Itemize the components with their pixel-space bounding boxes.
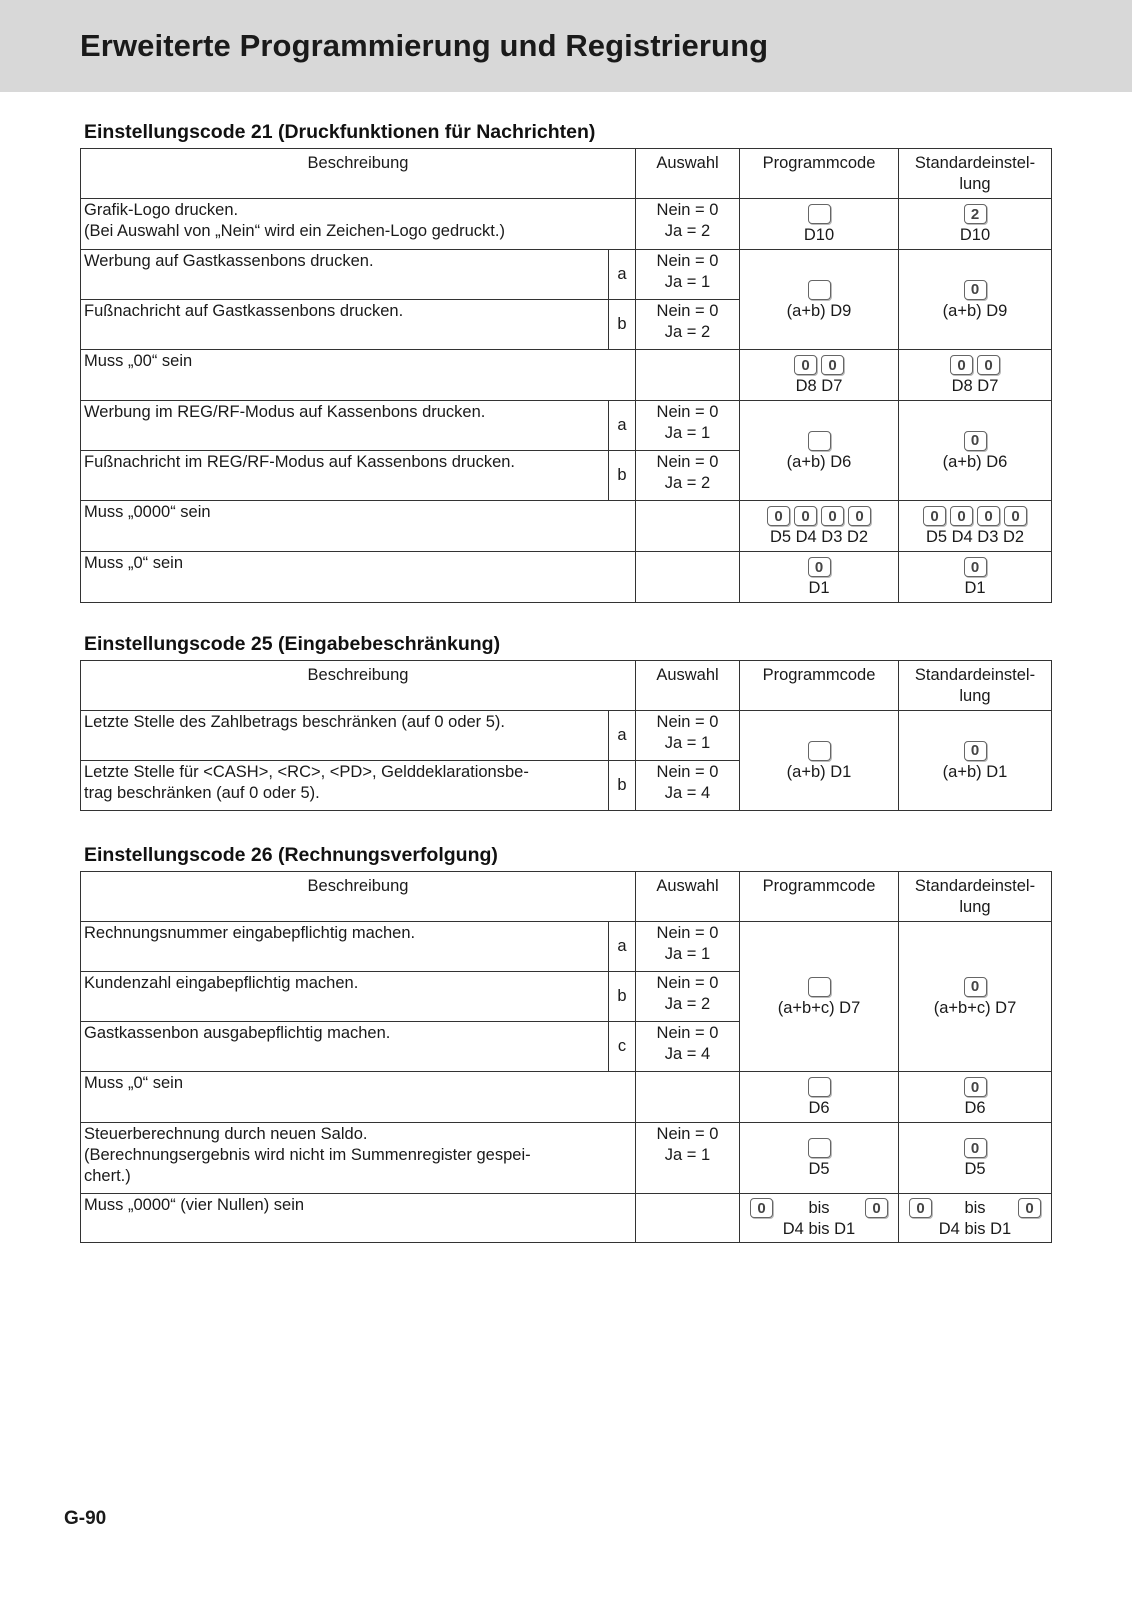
section-code-25 [80,632,1051,811]
digit-key: 0 [964,1077,987,1097]
section-code-26 [80,843,1051,1243]
digit-key: 0 [750,1198,773,1218]
table-row [81,250,1052,300]
digit-key: 0 [950,506,973,526]
digit-label: D5 [964,1160,986,1178]
default-cell [899,199,1052,250]
default-cell [899,501,1052,552]
empty-key-box [808,204,831,224]
row-selection: Nein = 0 Ja = 1 [636,711,740,761]
table-row [81,922,1052,972]
digit-key: 0 [848,506,871,526]
digit-key: 0 [964,280,987,300]
header-band [0,0,1132,92]
digit-label: D1 [964,579,986,597]
digit-label: (a+b) D6 [786,452,852,471]
digit-key: 0 [808,557,831,577]
digit-label: D8 D7 [795,377,843,395]
digit-key: 0 [964,431,987,451]
section-title: Einstellungscode 26 (Rechnungsverfolgung) [84,844,498,866]
option-letter: b [609,972,636,1022]
digit-key: 0 [964,1138,987,1158]
row-selection-empty [636,501,740,552]
digit-label: D1 [808,579,830,597]
empty-key-box [808,280,831,300]
empty-key-box [808,1077,831,1097]
digit-label: D10 [959,226,991,244]
option-letter: b [609,451,636,501]
digit-key: 2 [964,204,987,224]
header-standard: Standardeinstel- lung [899,872,1052,922]
digit-key: 0 [964,741,987,761]
digit-key: 0 [909,1198,932,1218]
settings-table [80,871,1052,1243]
row-selection: Nein = 0 Ja = 2 [636,199,740,250]
row-selection-empty [636,552,740,603]
row-description: Fußnachricht im REG/RF-Modus auf Kassenbons drucken. [81,451,609,501]
digit-key: 0 [865,1198,888,1218]
digit-key: 0 [794,506,817,526]
row-selection: Nein = 0 Ja = 2 [636,300,740,350]
digit-key: 0 [950,355,973,375]
header-programmcode: Programmcode [740,661,899,711]
table-row [81,350,1052,401]
table-row [81,501,1052,552]
digit-label: D6 [964,1099,986,1117]
row-description: Muss „00“ sein [81,350,636,401]
row-selection: Nein = 0 Ja = 1 [636,250,740,300]
default-cell [899,401,1052,501]
row-selection: Nein = 0 Ja = 1 [636,1123,740,1194]
row-selection: Nein = 0 Ja = 1 [636,922,740,972]
row-description: Muss „0000“ (vier Nullen) sein [81,1194,636,1243]
row-selection: Nein = 0 Ja = 4 [636,761,740,811]
option-letter: a [609,922,636,972]
default-cell [899,711,1052,811]
default-cell [899,922,1052,1072]
empty-key-box [808,1138,831,1158]
digit-key: 0 [1004,506,1027,526]
row-description: Werbung auf Gastkassenbons drucken. [81,250,609,300]
row-selection: Nein = 0 Ja = 1 [636,401,740,451]
header-auswahl: Auswahl [636,872,740,922]
digit-label: (a+b+c) D7 [777,998,861,1017]
default-cell [899,1072,1052,1123]
digit-label: (a+b) D9 [942,301,1008,320]
row-selection: Nein = 0 Ja = 4 [636,1022,740,1072]
range-word: bis [808,1198,830,1217]
row-description: Letzte Stelle für <CASH>, <RC>, <PD>, Gelddeklarationsbe- trag beschränken (auf 0 oder 5). [81,761,609,811]
row-description: Fußnachricht auf Gastkassenbons drucken. [81,300,609,350]
table-header-row [81,661,1052,711]
default-cell [899,552,1052,603]
digit-key: 0 [794,355,817,375]
page-number: G-90 [64,1508,107,1529]
digit-label: D5 D4 D3 D2 [925,528,1025,546]
option-letter: c [609,1022,636,1072]
header-programmcode: Programmcode [740,872,899,922]
digit-key: 0 [964,557,987,577]
table-header-row [81,149,1052,199]
header-auswahl: Auswahl [636,149,740,199]
empty-key-box [808,741,831,761]
table-row [81,199,1052,250]
digit-label: D4 bis D1 [782,1220,856,1238]
digit-key: 0 [964,977,987,997]
digit-label: D8 D7 [951,377,999,395]
table-row [81,401,1052,451]
digit-key: 0 [977,355,1000,375]
row-selection-empty [636,1072,740,1123]
header-auswahl: Auswahl [636,661,740,711]
header-beschreibung: Beschreibung [81,149,636,199]
row-description: Steuerberechnung durch neuen Saldo. (Berechnungsergebnis wird nicht im Summenregister gespei- chert.) [81,1123,636,1194]
digit-key: 0 [821,506,844,526]
row-description: Rechnungsnummer eingabepflichtig machen. [81,922,609,972]
empty-key-box [808,977,831,997]
range-word: bis [964,1198,986,1217]
program-code-cell [740,199,899,250]
option-letter: b [609,761,636,811]
header-standard: Standardeinstel- lung [899,149,1052,199]
row-description: Kundenzahl eingabepflichtig machen. [81,972,609,1022]
digit-key: 0 [923,506,946,526]
digit-key: 0 [767,506,790,526]
program-code-cell [740,922,899,1072]
default-cell [899,250,1052,350]
section-code-21 [80,120,1051,603]
digit-key: 0 [1018,1198,1041,1218]
row-selection-empty [636,350,740,401]
header-programmcode: Programmcode [740,149,899,199]
option-letter: a [609,711,636,761]
option-letter: b [609,300,636,350]
digit-label: D10 [803,226,835,244]
digit-label: (a+b) D1 [942,762,1008,781]
program-code-cell [740,350,899,401]
table-row [81,1194,1052,1243]
program-code-cell [740,250,899,350]
option-letter: a [609,401,636,451]
digit-label: D5 D4 D3 D2 [769,528,869,546]
header-beschreibung: Beschreibung [81,872,636,922]
section-title: Einstellungscode 25 (Eingabebeschränkung) [84,633,501,655]
row-description: Werbung im REG/RF-Modus auf Kassenbons drucken. [81,401,609,451]
row-description: Muss „0“ sein [81,1072,636,1123]
header-standard: Standardeinstel- lung [899,661,1052,711]
digit-label: D4 bis D1 [938,1220,1012,1238]
default-cell [899,350,1052,401]
table-row [81,711,1052,761]
digit-label: (a+b) D9 [786,301,852,320]
digit-label: (a+b) D1 [786,762,852,781]
digit-key: 0 [977,506,1000,526]
page-title: Erweiterte Programmierung und Registrierung [80,28,769,63]
program-code-cell [740,401,899,501]
row-selection: Nein = 0 Ja = 2 [636,451,740,501]
table-row [81,552,1052,603]
digit-label: D5 [808,1160,830,1178]
program-code-cell [740,1123,899,1194]
row-description: Grafik-Logo drucken. (Bei Auswahl von „Nein“ wird ein Zeichen-Logo gedruckt.) [81,199,636,250]
digit-label: (a+b+c) D7 [933,998,1017,1017]
program-code-cell [740,1072,899,1123]
program-code-cell [740,501,899,552]
section-title: Einstellungscode 21 (Druckfunktionen für Nachrichten) [84,121,596,143]
settings-table [80,148,1052,603]
digit-label: D6 [808,1099,830,1117]
empty-key-box [808,431,831,451]
row-description: Muss „0“ sein [81,552,636,603]
option-letter: a [609,250,636,300]
default-cell [899,1194,1052,1243]
program-code-cell [740,552,899,603]
table-row [81,1072,1052,1123]
table-row [81,1123,1052,1194]
digit-label: (a+b) D6 [942,452,1008,471]
row-selection-empty [636,1194,740,1243]
header-beschreibung: Beschreibung [81,661,636,711]
table-header-row [81,872,1052,922]
row-description: Muss „0000“ sein [81,501,636,552]
default-cell [899,1123,1052,1194]
settings-table [80,660,1052,811]
program-code-cell [740,1194,899,1243]
row-description: Gastkassenbon ausgabepflichtig machen. [81,1022,609,1072]
row-description: Letzte Stelle des Zahlbetrags beschränken (auf 0 oder 5). [81,711,609,761]
program-code-cell [740,711,899,811]
row-selection: Nein = 0 Ja = 2 [636,972,740,1022]
digit-key: 0 [821,355,844,375]
